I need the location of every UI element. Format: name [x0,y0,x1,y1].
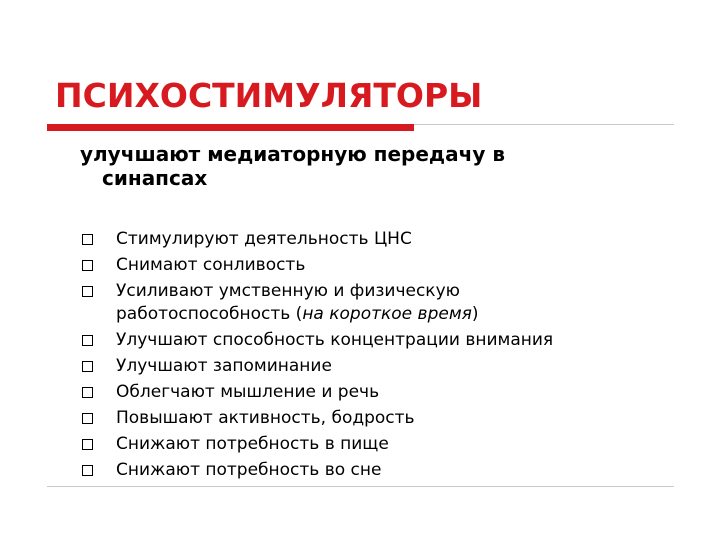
square-bullet-icon [82,465,93,476]
square-bullet-icon [82,286,93,297]
list-item-text: Снижают потребность во сне [116,460,382,480]
list-item [80,457,680,483]
square-bullet-icon [82,361,93,372]
list-item [80,226,680,252]
slide-title: ПСИХОСТИМУЛЯТОРЫ [55,76,483,115]
list-item [80,431,680,457]
square-bullet-icon [82,260,93,271]
list-item [80,278,680,327]
continuation-close: ) [471,304,479,324]
list-item [80,379,680,405]
list-item-text: Повышают активность, бодрость [116,408,415,428]
list-item [80,327,680,353]
square-bullet-icon [82,439,93,450]
title-underline-accent [47,124,414,131]
subtitle-line-2: синапсах [102,166,208,190]
list-item-text: Снимают сонливость [116,255,306,275]
list-item-text: Улучшают запоминание [116,356,332,376]
list-item-text: Облегчают мышление и речь [116,382,380,402]
subtitle [80,142,648,190]
square-bullet-icon [82,335,93,346]
subtitle-line-1: улучшают медиаторную передачу в [80,142,505,166]
effects-list [80,226,680,483]
square-bullet-icon [82,413,93,424]
list-item-text: Стимулируют деятельность ЦНС [116,229,412,249]
list-item-continuation [116,301,680,327]
list-item [80,405,680,431]
list-item-text: Снижают потребность в пище [116,434,389,454]
continuation-text: работоспособность ( [116,304,303,324]
title-underline-thin [414,124,674,125]
list-item-text: Улучшают способность концентрации внимания [116,330,554,350]
italic-note: на короткое время [302,304,472,324]
list-item [80,252,680,278]
list-item [80,353,680,379]
square-bullet-icon [82,234,93,245]
square-bullet-icon [82,387,93,398]
list-item-text: Усиливают умственную и физическую [116,281,460,301]
footer-rule [47,486,674,487]
